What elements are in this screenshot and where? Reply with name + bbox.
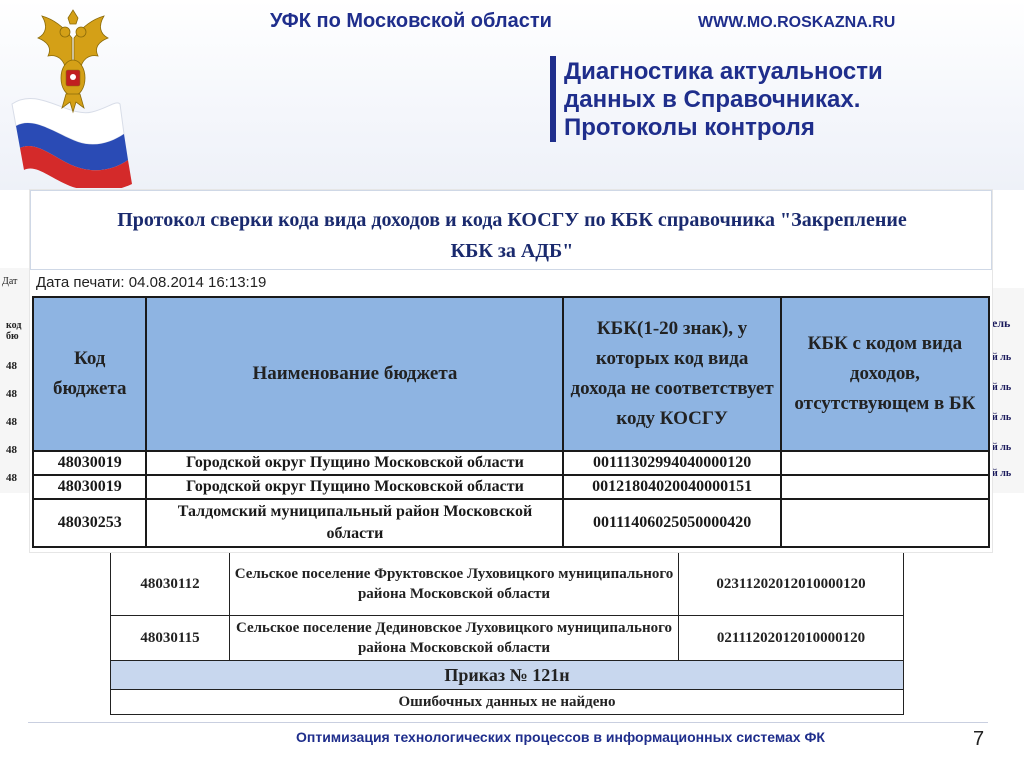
slide-title-line-2: данных в Справочниках. (564, 86, 861, 113)
table-row (33, 499, 989, 547)
budget-code-cell: 48030253 (33, 499, 146, 547)
coat-of-arms-emblem (8, 8, 138, 188)
back-protocol-table (110, 552, 904, 715)
order-label: Приказ № 121н (111, 661, 904, 690)
back-sheet-right (990, 288, 1024, 493)
back-left-row: 48 (6, 360, 17, 372)
footer-caption: Оптимизация технологических процессов в информационных системах ФК (296, 729, 825, 745)
back-left-row: 48 (6, 388, 17, 400)
kbk-missing-cell (781, 499, 989, 547)
protocol-table (32, 296, 990, 548)
back-right-cell: й ль (992, 412, 1012, 423)
budget-name-cell: Городской округ Пущино Московской области (146, 475, 563, 499)
no-errors-label: Ошибочных данных не найдено (111, 690, 904, 715)
back-left-col-label: код бю (6, 320, 22, 342)
protocol-title (37, 205, 987, 267)
column-header-kbk-mismatch: КБК(1-20 знак), у которых код вида дохода не соответствует коду КОСГУ (563, 297, 780, 451)
kbk-cell: 00111406025050000420 (563, 499, 780, 547)
table-row (111, 616, 904, 661)
back-right-cell: й ль (992, 382, 1012, 393)
back-left-row: 48 (6, 444, 17, 456)
budget-code-cell: 48030112 (111, 553, 230, 616)
table-row (33, 475, 989, 499)
column-header-budget-code: Код бюджета (33, 297, 146, 451)
back-sheet-left (0, 268, 33, 493)
slide-title (564, 58, 984, 142)
slide-title-line-3: Протоколы контроля (564, 114, 815, 141)
print-date: Дата печати: 04.08.2014 16:13:19 (36, 274, 267, 291)
back-right-header: ель (992, 316, 1011, 330)
kbk-cell: 02111202012010000120 (679, 616, 904, 661)
title-accent-bar (550, 56, 556, 142)
kbk-cell: 02311202012010000120 (679, 553, 904, 616)
slide-title-line-1: Диагностика актуальности (564, 58, 883, 85)
table-header-row (33, 297, 989, 451)
budget-code-cell: 48030019 (33, 475, 146, 499)
website-url[interactable]: WWW.MO.ROSKAZNA.RU (698, 14, 896, 31)
footer-divider (28, 722, 988, 723)
budget-name-cell: Сельское поселение Дединовское Луховицкого муниципального района Московской области (230, 616, 679, 661)
column-header-kbk-missing: КБК с кодом вида доходов, отсутствующем в БК (781, 297, 989, 451)
organization-title: УФК по Московской области (270, 10, 552, 32)
budget-code-cell: 48030019 (33, 451, 146, 475)
kbk-cell: 00111302994040000120 (563, 451, 780, 475)
budget-name-cell: Талдомский муниципальный район Московской области (146, 499, 563, 547)
back-left-header: Дат (2, 276, 18, 287)
budget-code-cell: 48030115 (111, 616, 230, 661)
protocol-sheet (30, 190, 992, 552)
no-errors-row (111, 690, 904, 715)
protocol-title-area (30, 190, 992, 270)
order-row (111, 661, 904, 690)
protocol-title-line-1: Протокол сверки кода вида доходов и кода КОСГУ по КБК справочника "Закрепление (117, 209, 907, 231)
back-right-cell: й ль (992, 352, 1012, 363)
protocol-title-line-2: КБК за АДБ" (450, 240, 574, 262)
table-row (111, 553, 904, 616)
back-left-row: 48 (6, 416, 17, 428)
back-right-cell: й ль (992, 468, 1012, 479)
page-number: 7 (973, 728, 985, 750)
table-row (33, 451, 989, 475)
budget-name-cell: Сельское поселение Фруктовское Луховицкого муниципального района Московской области (230, 553, 679, 616)
budget-name-cell: Городской округ Пущино Московской области (146, 451, 563, 475)
kbk-missing-cell (781, 475, 989, 499)
column-header-budget-name: Наименование бюджета (146, 297, 563, 451)
back-right-cell: й ль (992, 442, 1012, 453)
kbk-cell: 00121804020040000151 (563, 475, 780, 499)
back-left-row: 48 (6, 472, 17, 484)
kbk-missing-cell (781, 451, 989, 475)
